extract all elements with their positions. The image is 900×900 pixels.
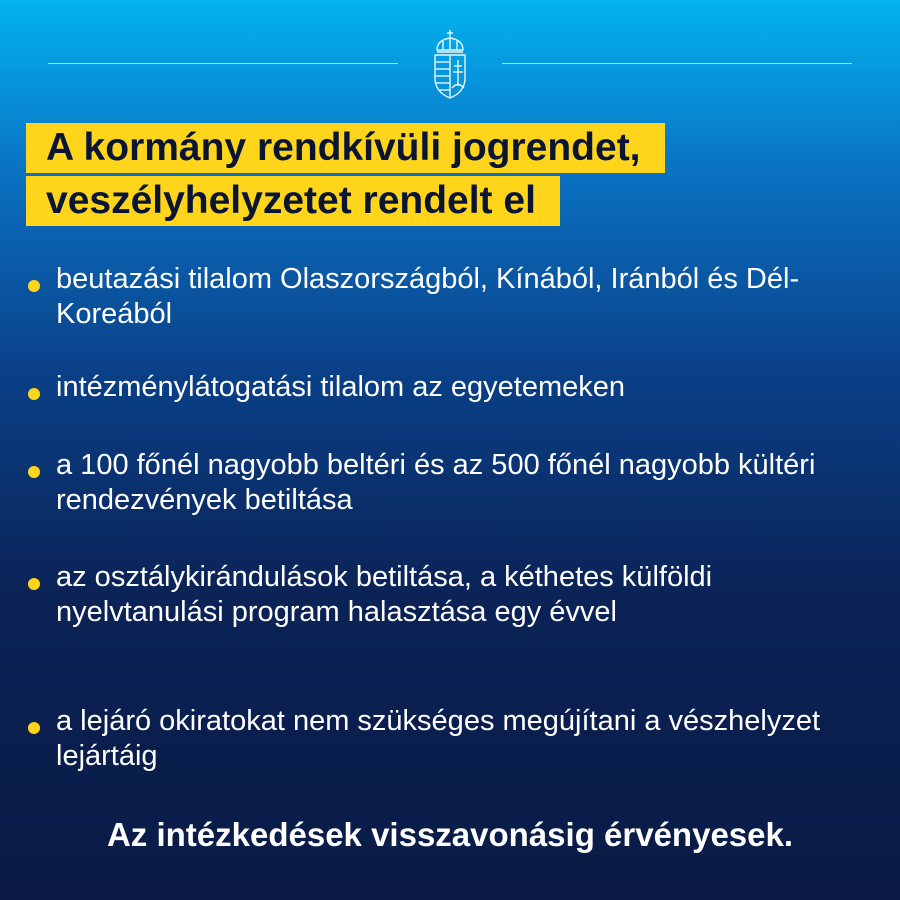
divider-right	[502, 63, 852, 64]
bullet-item	[24, 370, 844, 405]
bullet-text: az osztálykirándulások betiltása, a kéthetes külföldi nyelvtanulási program halasztása egy évvel	[56, 561, 713, 628]
bullet-item	[24, 448, 844, 518]
bullet-dot-icon	[28, 388, 40, 400]
bullet-text: a lejáró okiratokat nem szükséges megújítani a vészhelyzet lejártáig	[56, 705, 821, 772]
bullet-dot-icon	[28, 722, 40, 734]
bullet-dot-icon	[28, 466, 40, 478]
divider-left	[48, 63, 398, 64]
bullet-item	[24, 560, 844, 630]
footer-note: Az intézkedések visszavonásig érvényesek.	[106, 816, 794, 853]
hungarian-coat-of-arms-icon	[430, 28, 470, 100]
bullet-text: intézménylátogatási tilalom az egyetemeken	[56, 371, 626, 403]
bullet-item	[24, 704, 844, 774]
bullet-dot-icon	[28, 280, 40, 292]
bullet-text: beutazási tilalom Olaszországból, Kínából, Iránból és Dél-Koreából	[56, 263, 800, 330]
headline-line-2: veszélyhelyzetet rendelt el	[26, 176, 560, 226]
bullet-dot-icon	[28, 578, 40, 590]
bullet-item	[24, 262, 844, 332]
headline	[26, 123, 665, 226]
bullet-text: a 100 főnél nagyobb beltéri és az 500 főnél nagyobb kültéri rendezvények betiltása	[56, 449, 816, 516]
headline-line-1: A kormány rendkívüli jogrendet,	[26, 123, 665, 173]
